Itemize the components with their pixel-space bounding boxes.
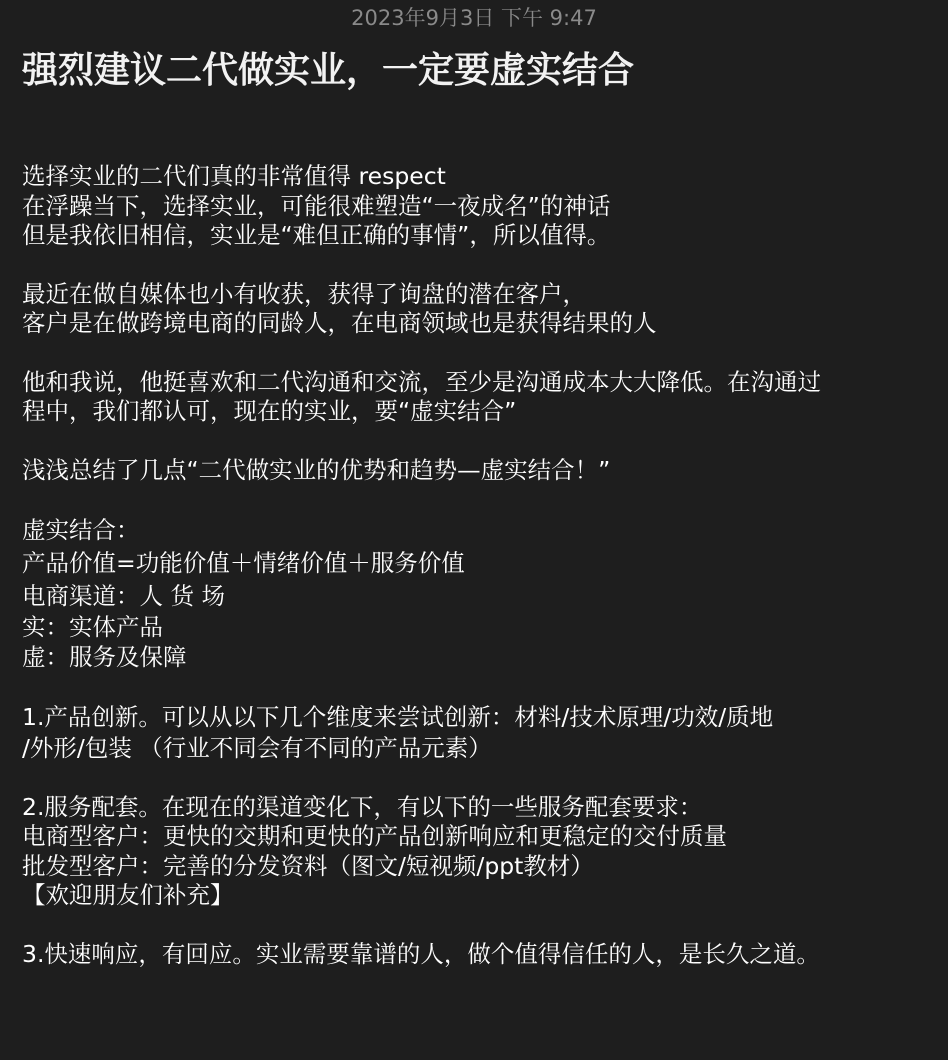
paragraph-response [22,940,938,970]
body-line: 虚实结合： [22,516,140,544]
body-line: 批发型客户：完善的分发资料（图文/短视频/ppt教材） [22,851,594,880]
body-line: 客户是在做跨境电商的同龄人，在电商领域也是获得结果的人 [22,309,657,337]
body-line: 在浮躁当下，选择实业，可能很难塑造“一夜成名”的神话 [22,191,611,220]
body-line: 最近在做自媒体也小有收获，获得了询盘的潜在客户， [22,279,586,308]
body-line: 1.产品创新。可以从以下几个维度来尝试创新：材料/技术原理/功效/质地 [22,703,774,731]
paragraph-virtual-real [22,514,938,672]
body-line: 选择实业的二代们真的非常值得 respect [22,162,446,190]
note-timestamp: 2023年9月3日 下午 9:47 [351,6,597,30]
body-line: 他和我说，他挺喜欢和二代沟通和交流，至少是沟通成本大大降低。在沟通过 [22,367,821,396]
body-line: 3.快速响应，有回应。实业需要靠谱的人，做个值得信任的人，是长久之道。 [22,939,820,968]
note-title[interactable]: 强烈建议二代做实业，一定要虚实结合 [22,50,635,91]
paragraph-conversation [22,368,938,427]
body-line: /外形/包装 （行业不同会有不同的产品元素） [22,734,492,762]
body-line: 实：实体产品 [22,613,163,641]
paragraph-product-innovation [22,701,938,764]
paragraph-summary [22,456,938,486]
body-line: 但是我依旧相信，实业是“难但正确的事情”，所以值得。 [22,221,611,249]
body-line: 产品价值=功能价值＋情绪价值＋服务价值 [22,549,465,577]
body-line: 【欢迎朋友们补充】 [22,881,234,909]
body-line: 浅浅总结了几点“二代做实业的优势和趋势—虚实结合！” [22,455,611,484]
paragraph-intro [22,162,938,251]
body-line: 电商渠道：人 货 场 [22,582,225,610]
body-line: 虚：服务及保障 [22,642,187,671]
body-line: 电商型客户：更快的交期和更快的产品创新响应和更稳定的交付质量 [22,822,727,850]
paragraph-service [22,793,938,911]
note-body[interactable] [22,162,938,998]
body-line: 2.服务配套。在现在的渠道变化下，有以下的一些服务配套要求： [22,792,703,821]
paragraph-media [22,280,938,339]
body-line: 程中，我们都认可，现在的实业，要“虚实结合” [22,397,517,425]
